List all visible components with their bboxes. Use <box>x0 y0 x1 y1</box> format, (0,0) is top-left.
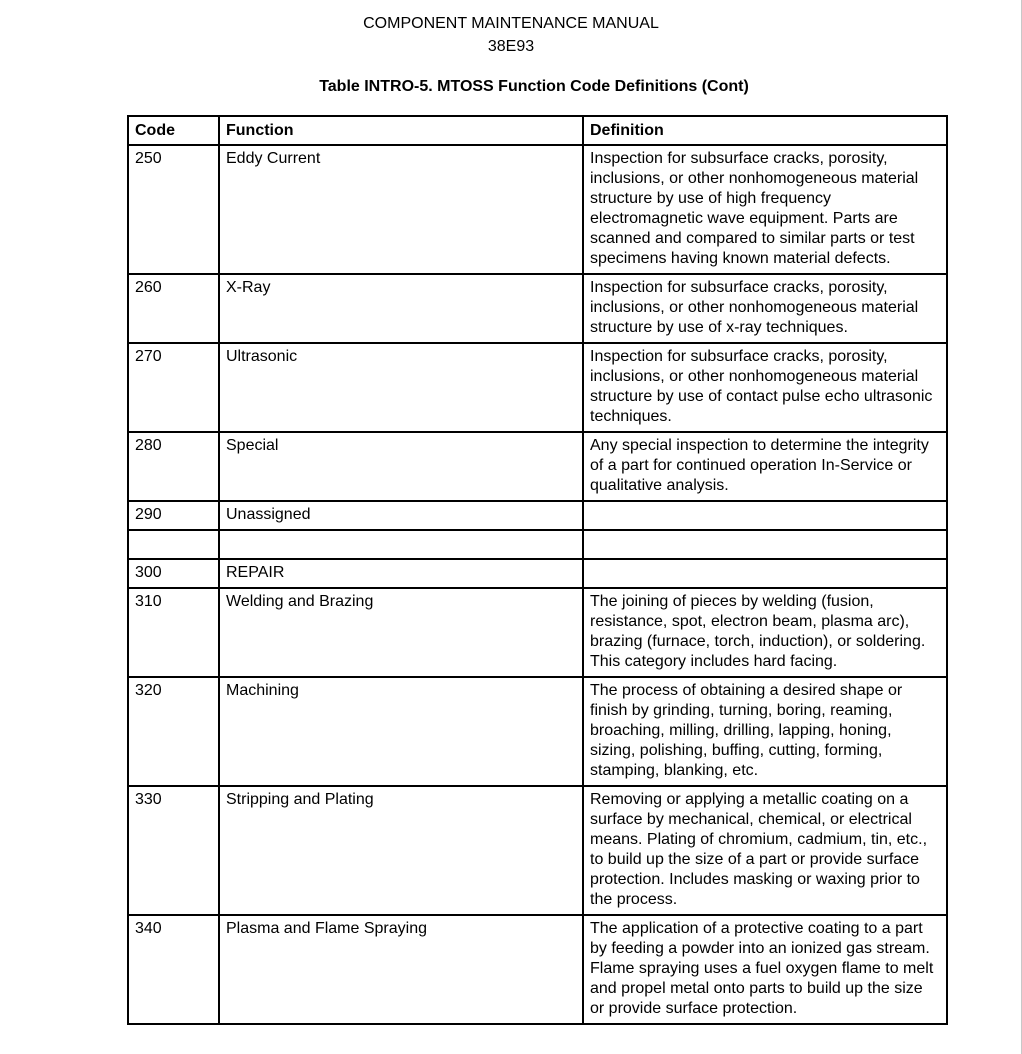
definition-cell <box>583 559 947 588</box>
code-cell: 280 <box>128 432 219 501</box>
code-cell: 270 <box>128 343 219 432</box>
function-cell: X-Ray <box>219 274 583 343</box>
definition-cell: The joining of pieces by welding (fusion, resistance, spot, electron beam, plasma arc), brazing (furnace, torch, induction), or soldering. This category includes hard facing. <box>583 588 947 677</box>
function-cell: Welding and Brazing <box>219 588 583 677</box>
definition-cell <box>583 530 947 559</box>
definition-cell: The process of obtaining a desired shape or finish by grinding, turning, boring, reaming, broaching, milling, drilling, lapping, honing, sizing, polishing, buffing, cutting, forming, stamping, blanking, etc. <box>583 677 947 786</box>
function-cell: Machining <box>219 677 583 786</box>
definition-cell: Inspection for subsurface cracks, porosity, inclusions, or other nonhomogeneous material structure by use of x-ray techniques. <box>583 274 947 343</box>
table-row <box>128 432 947 501</box>
table-row <box>128 501 947 530</box>
table-header-row <box>128 116 947 145</box>
code-cell: 250 <box>128 145 219 274</box>
function-cell: Stripping and Plating <box>219 786 583 915</box>
table-row-empty <box>128 530 947 559</box>
manual-title: COMPONENT MAINTENANCE MANUAL <box>363 15 659 32</box>
code-cell <box>128 530 219 559</box>
column-header-code: Code <box>128 116 219 145</box>
table-row <box>128 677 947 786</box>
definition-cell: The application of a protective coating to a part by feeding a powder into an ionized gas stream. Flame spraying uses a fuel oxygen flame to melt and propel metal onto parts to build up the size or provide surface protection. <box>583 915 947 1024</box>
definition-cell: Any special inspection to determine the integrity of a part for continued operation In-Service or qualitative analysis. <box>583 432 947 501</box>
code-cell: 310 <box>128 588 219 677</box>
function-cell: REPAIR <box>219 559 583 588</box>
table-caption: Table INTRO-5. MTOSS Function Code Definitions (Cont) <box>319 78 749 95</box>
table-row <box>128 588 947 677</box>
definition-cell: Removing or applying a metallic coating on a surface by mechanical, chemical, or electrical means. Plating of chromium, cadmium, tin, etc., to build up the size of a part or provide surface protection. Includes masking or waxing prior to the process. <box>583 786 947 915</box>
table-row <box>128 145 947 274</box>
function-cell <box>219 530 583 559</box>
code-cell: 300 <box>128 559 219 588</box>
code-cell: 260 <box>128 274 219 343</box>
definition-cell: Inspection for subsurface cracks, porosity, inclusions, or other nonhomogeneous material structure by use of contact pulse echo ultrasonic techniques. <box>583 343 947 432</box>
function-cell: Special <box>219 432 583 501</box>
function-code-table <box>127 115 948 1025</box>
code-cell: 320 <box>128 677 219 786</box>
column-header-function: Function <box>219 116 583 145</box>
function-cell: Ultrasonic <box>219 343 583 432</box>
table-row <box>128 915 947 1024</box>
document-number: 38E93 <box>487 38 535 55</box>
table-row <box>128 786 947 915</box>
definition-cell <box>583 501 947 530</box>
code-cell: 330 <box>128 786 219 915</box>
function-cell: Plasma and Flame Spraying <box>219 915 583 1024</box>
function-cell: Unassigned <box>219 501 583 530</box>
table-row <box>128 559 947 588</box>
function-cell: Eddy Current <box>219 145 583 274</box>
code-cell: 290 <box>128 501 219 530</box>
table-row <box>128 274 947 343</box>
code-cell: 340 <box>128 915 219 1024</box>
definition-cell: Inspection for subsurface cracks, porosity, inclusions, or other nonhomogeneous material structure by use of high frequency electromagnetic wave equipment. Parts are scanned and compared to similar parts or test specimens having known material defects. <box>583 145 947 274</box>
column-header-definition: Definition <box>583 116 947 145</box>
table-row <box>128 343 947 432</box>
